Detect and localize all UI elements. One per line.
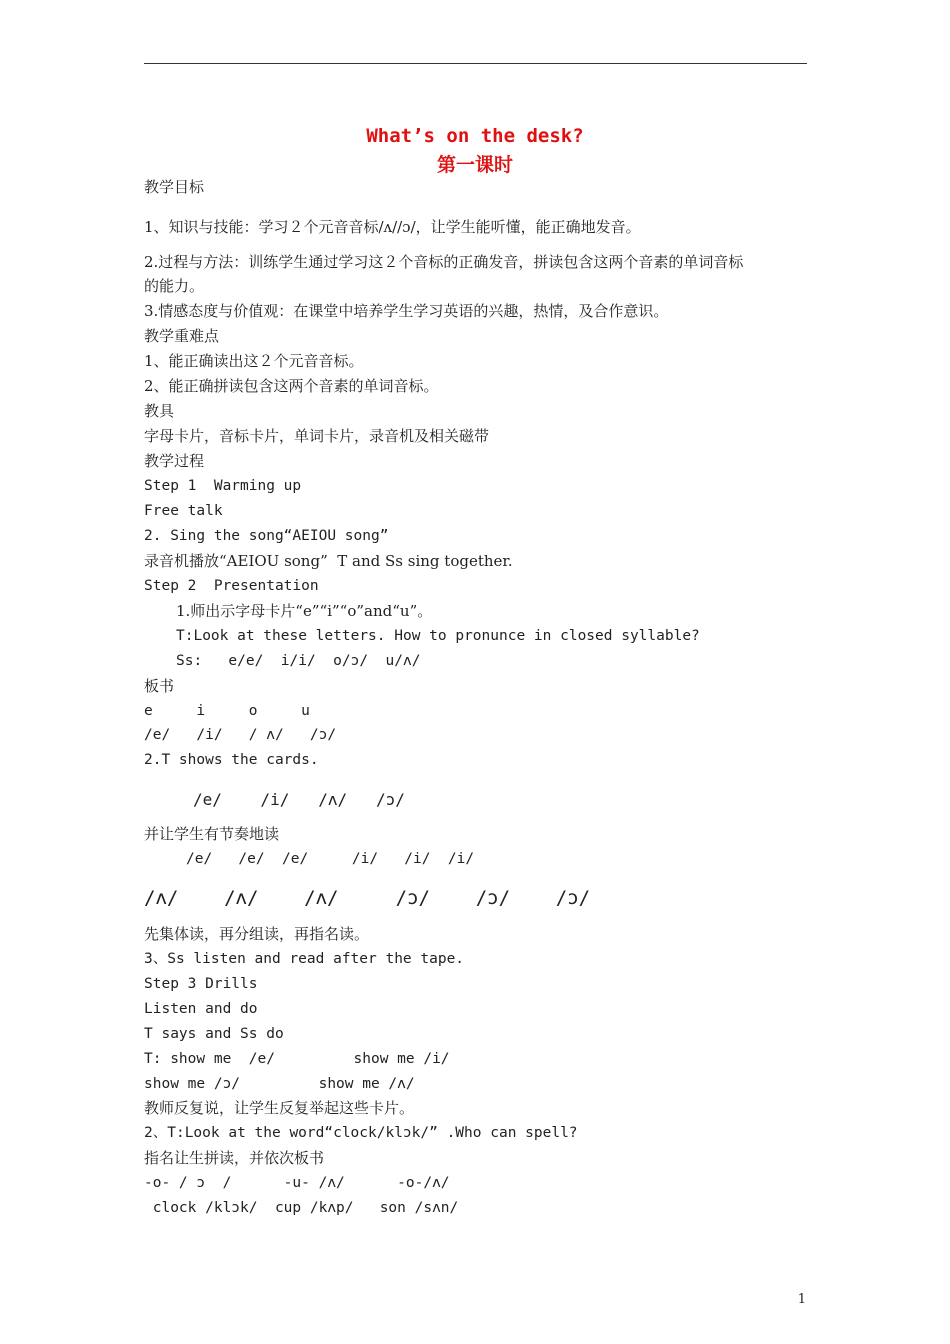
lesson-title: What’s on the desk? xyxy=(366,125,584,147)
section-heading-objectives: 教学目标 xyxy=(144,178,205,196)
procedure-line: 2.T shows the cards. xyxy=(144,752,319,768)
keypoint-line: 2、能正确拼读包含这两个音素的单词音标。 xyxy=(144,377,439,395)
objective-line: 3.情感态度与价值观：在课堂中培养学生学习英语的兴趣，热情，及合作意识。 xyxy=(144,302,669,320)
board-words: clock /klɔk/ cup /kʌp/ son /sʌn/ xyxy=(144,1200,459,1216)
procedure-line: Free talk xyxy=(144,503,223,519)
procedure-line: 2、T:Look at the word“clock/klɔk/” .Who can spell? xyxy=(144,1125,578,1141)
procedure-line: 先集体读，再分组读，再指名读。 xyxy=(144,925,370,943)
procedure-line: T:Look at these letters. How to pronunce in closed syllable? xyxy=(176,628,700,644)
materials-line: 字母卡片，音标卡片，单词卡片，录音机及相关磁带 xyxy=(144,427,490,445)
procedure-line: 并让学生有节奏地读 xyxy=(144,825,280,843)
procedure-line: T: show me /e/ show me /i/ xyxy=(144,1051,450,1067)
procedure-line: 录音机播放“AEIOU song” T and Ss sing together. xyxy=(144,552,513,570)
board-letters: e i o u xyxy=(144,703,310,719)
procedure-line: Listen and do xyxy=(144,1001,258,1017)
board-phonetics: /e/ /i/ / ʌ/ /ɔ/ xyxy=(144,727,337,743)
procedure-line: T says and Ss do xyxy=(144,1026,284,1042)
phonetic-drill: /ʌ/ /ʌ/ /ʌ/ /ɔ/ /ɔ/ /ɔ/ xyxy=(144,887,591,909)
step-heading: Step 2 Presentation xyxy=(144,578,319,594)
section-heading-board: 板书 xyxy=(144,677,175,695)
lesson-subtitle: 第一课时 xyxy=(436,154,513,176)
step-heading: Step 1 Warming up xyxy=(144,478,302,494)
section-heading-materials: 教具 xyxy=(144,402,175,420)
procedure-line: show me /ɔ/ show me /ʌ/ xyxy=(144,1076,415,1092)
header-rule xyxy=(144,63,807,64)
phonetic-drill: /e/ /e/ /e/ /i/ /i/ /i/ xyxy=(186,851,475,867)
phonetic-cards: /e/ /i/ /ʌ/ /ɔ/ xyxy=(193,790,405,809)
procedure-line: 教师反复说，让学生反复举起这些卡片。 xyxy=(144,1099,415,1117)
keypoint-line: 1、能正确读出这２个元音音标。 xyxy=(144,352,364,370)
procedure-line: 3、Ss listen and read after the tape. xyxy=(144,951,465,967)
procedure-line: 指名让生拼读，并依次板书 xyxy=(144,1149,325,1167)
procedure-line: 2. Sing the song“AEIOU song” xyxy=(144,528,389,544)
objective-line: 1、知识与技能：学习２个元音音标/ʌ//ɔ/，让学生能听懂，能正确地发音。 xyxy=(144,218,641,236)
phonetic-line: Ss: e/e/ i/i/ o/ɔ/ u/ʌ/ xyxy=(176,653,421,669)
board-spelling: -o- / ɔ / -u- /ʌ/ -o-/ʌ/ xyxy=(144,1175,450,1191)
procedure-line: 1.师出示字母卡片“e”“i”“o”and“u”。 xyxy=(176,602,433,620)
objective-line: 的能力。 xyxy=(144,277,205,295)
page-number: 1 xyxy=(797,1292,806,1307)
section-heading-keypoints: 教学重难点 xyxy=(144,327,220,345)
section-heading-procedure: 教学过程 xyxy=(144,452,205,470)
objective-line: 2.过程与方法：训练学生通过学习这２个音标的正确发音，拼读包含这两个音素的单词音标 xyxy=(144,253,744,271)
step-heading: Step 3 Drills xyxy=(144,976,258,992)
